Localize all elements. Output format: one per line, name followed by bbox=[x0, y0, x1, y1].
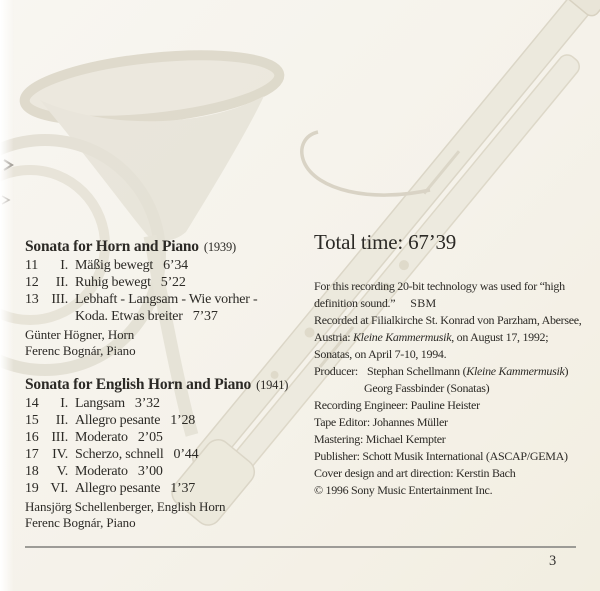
movement-numeral: IV. bbox=[52, 447, 68, 462]
performer: Ferenc Bognár, Piano bbox=[25, 343, 136, 358]
credit-text: Stephan Schellmann ( bbox=[366, 364, 467, 378]
track-listings bbox=[25, 237, 320, 531]
track-duration: 7’37 bbox=[192, 309, 218, 324]
track-row bbox=[25, 463, 320, 480]
movement-numeral: VI. bbox=[50, 481, 68, 496]
movement-title: Allegro pesante bbox=[75, 481, 161, 496]
recording-note-line: Sonatas, on April 7-10, 1994. bbox=[314, 347, 447, 361]
track-row bbox=[25, 274, 320, 291]
credit-engineer: Recording Engineer: Pauline Heister bbox=[314, 398, 480, 412]
track-duration: 3’00 bbox=[137, 464, 163, 479]
movement-title: Moderato bbox=[75, 430, 128, 445]
credit-producer-2: Georg Fassbinder (Sonatas) bbox=[364, 381, 490, 395]
movement-title: Allegro pesante bbox=[75, 413, 161, 428]
movement-title: Moderato bbox=[75, 464, 128, 479]
track-row bbox=[25, 291, 320, 308]
recording-note-line: Recorded at Filialkirche St. Konrad von Parzham, Abersee, bbox=[314, 313, 582, 327]
track-number: 16 bbox=[25, 430, 39, 445]
section-horn-sonata bbox=[25, 237, 320, 359]
track-row bbox=[25, 257, 320, 274]
credit-value bbox=[367, 364, 568, 378]
movement-numeral: V. bbox=[56, 464, 68, 479]
recording-note-text: , on August 17, 1992; bbox=[451, 330, 549, 344]
track-duration: 6’34 bbox=[163, 258, 188, 273]
movement-title: Langsam bbox=[75, 396, 125, 411]
track-duration: 3’32 bbox=[134, 396, 160, 411]
track-row bbox=[25, 446, 320, 463]
performers bbox=[25, 327, 320, 359]
track-number: 19 bbox=[25, 481, 39, 496]
performer: Günter Högner, Horn bbox=[25, 327, 135, 342]
performer: Hansjörg Schellenberger, English Horn bbox=[25, 499, 226, 514]
track-duration: 1’37 bbox=[170, 481, 196, 496]
movement-title: Scherzo, schnell bbox=[75, 447, 164, 462]
track-row bbox=[25, 395, 320, 412]
movement-numeral: III. bbox=[51, 292, 68, 307]
recording-note-line bbox=[314, 295, 596, 312]
work-title-italic: Kleine Kammermusik bbox=[352, 330, 452, 344]
footer-rule bbox=[25, 546, 576, 548]
track-row bbox=[25, 412, 320, 429]
track-number: 12 bbox=[25, 275, 39, 290]
performers bbox=[25, 499, 320, 531]
page-fold-highlight bbox=[0, 0, 14, 591]
credit-producer bbox=[314, 363, 596, 380]
track-duration: 0’44 bbox=[173, 447, 199, 462]
section-english-horn-sonata bbox=[25, 375, 320, 531]
track-number: 17 bbox=[25, 447, 39, 462]
movement-numeral: I. bbox=[60, 258, 68, 273]
track-number bbox=[25, 308, 43, 325]
section-title bbox=[25, 237, 320, 257]
credit-cover-design: Cover design and art direction: Kerstin Bach bbox=[314, 466, 516, 480]
movement-title: Mäßig bewegt bbox=[75, 258, 154, 273]
work-title-italic: Kleine Kammermusik bbox=[466, 364, 565, 378]
track-number: 11 bbox=[25, 258, 39, 273]
credit-publisher: Publisher: Schott Musik International (ASCAP/GEMA) bbox=[314, 449, 568, 463]
work-year: (1941) bbox=[256, 378, 289, 392]
movement-title: Ruhig bewegt bbox=[75, 275, 151, 290]
performer: Ferenc Bognár, Piano bbox=[25, 515, 136, 530]
track-duration: 1’28 bbox=[170, 413, 196, 428]
movement-title: Koda. Etwas breiter bbox=[75, 309, 183, 324]
movement-numeral: II. bbox=[55, 275, 68, 290]
credit-mastering: Mastering: Michael Kempter bbox=[314, 432, 446, 446]
movement-numeral: II. bbox=[55, 413, 68, 428]
recording-note-line bbox=[314, 329, 596, 346]
work-title: Sonata for Horn and Piano bbox=[25, 238, 199, 255]
total-time: Total time: 67’39 bbox=[314, 230, 457, 254]
track-number: 14 bbox=[25, 396, 39, 411]
recording-note-text: definition sound.” bbox=[314, 296, 396, 310]
track-number: 15 bbox=[25, 413, 39, 428]
credit-tape-editor: Tape Editor: Johannes Müller bbox=[314, 415, 448, 429]
recording-note-text: Austria: bbox=[314, 330, 353, 344]
section-title bbox=[25, 375, 320, 395]
sbm-label: SBM bbox=[410, 296, 437, 310]
track-row bbox=[25, 480, 320, 497]
credit-text: ) bbox=[564, 364, 569, 378]
track-number: 13 bbox=[25, 292, 39, 307]
movement-title: Lebhaft - Langsam - Wie vorher - bbox=[75, 292, 258, 307]
track-row bbox=[25, 429, 320, 446]
recording-credits bbox=[314, 229, 596, 499]
recording-note-line: For this recording 20-bit technology was used for “high bbox=[314, 279, 565, 293]
movement-numeral: III. bbox=[51, 430, 68, 445]
movement-numeral: I. bbox=[60, 396, 68, 411]
page-number: 3 bbox=[549, 553, 557, 569]
work-year: (1939) bbox=[203, 240, 236, 254]
movement-numeral bbox=[43, 308, 68, 325]
track-duration: 2’05 bbox=[137, 430, 163, 445]
track-row-continuation bbox=[25, 308, 320, 325]
track-duration: 5’22 bbox=[160, 275, 186, 290]
credit-label: Producer: bbox=[314, 364, 358, 378]
track-number: 18 bbox=[25, 464, 39, 479]
copyright-notice: © 1996 Sony Music Entertainment Inc. bbox=[314, 483, 493, 497]
work-title: Sonata for English Horn and Piano bbox=[25, 376, 252, 393]
